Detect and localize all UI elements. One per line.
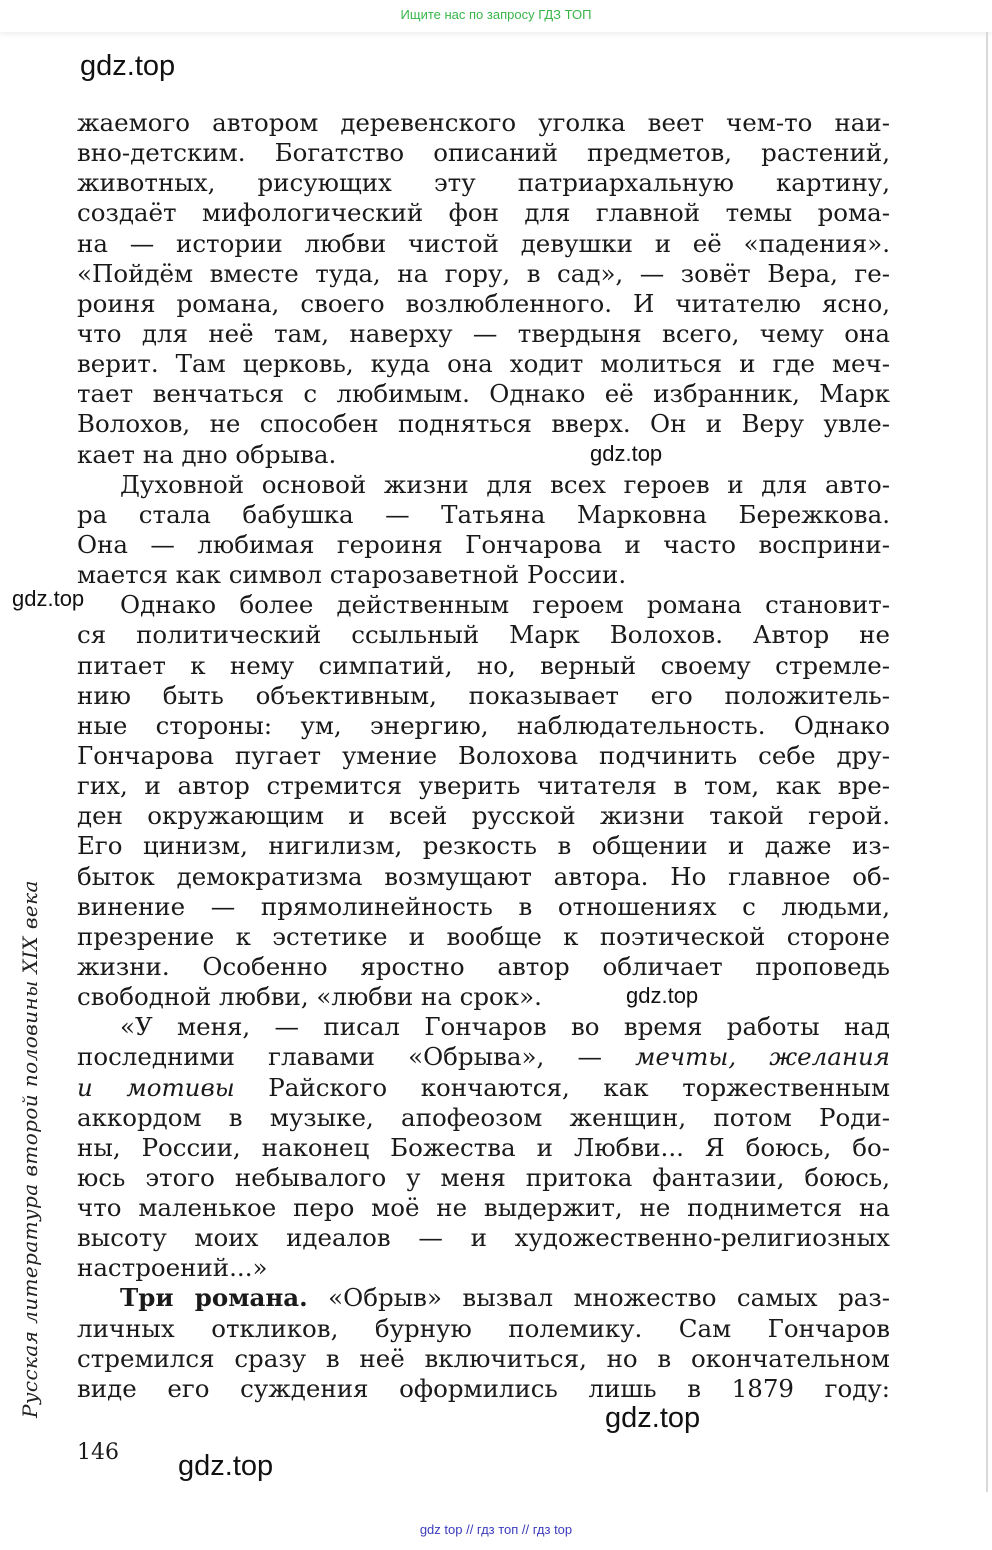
text-line: Духовной основой жизни для всех героев и для авто- (120, 469, 890, 499)
text-line: Его цинизм, нигилизм, резкость в общении и даже из- (77, 831, 890, 861)
text-line (77, 1283, 890, 1313)
text-line: животных, рисующих эту патриархальную картину, (77, 168, 890, 198)
text-line: на — истории любви чистой девушки и её «падения». (77, 228, 890, 258)
text-line: верит. Там церковь, куда она ходит молиться и где меч- (77, 349, 890, 379)
banner-text[interactable]: Ищите нас по запросу ГДЗ ТОП (400, 7, 592, 22)
text-line: питает к нему симпатий, но, верный своему стремле- (77, 650, 890, 680)
text-line: создаёт мифологический фон для главной темы рома- (77, 198, 890, 228)
text-line: «У меня, — писал Гончаров во время работы над (120, 1012, 890, 1042)
italic-run: и мотивы (77, 1072, 235, 1102)
text-line: жаемого автором деревенского уголка веет чем-то наи- (77, 108, 890, 137)
text-line: быток демократизма возмущают автора. Но главное об- (77, 861, 890, 891)
text-run: «Обрыв» вызвал множество самых раз- (307, 1283, 890, 1313)
text-line: вно-детским. Богатство описаний предметов, растений, (77, 138, 890, 168)
text-line: юсь этого небывалого у меня притока фантазии, боюсь, (77, 1162, 890, 1192)
italic-run: мечты, желания (635, 1042, 891, 1072)
text-line (77, 1042, 890, 1072)
text-line: «Пойдём вместе туда, на гору, в сад», — зовёт Вера, ге- (77, 258, 890, 288)
watermark-c: gdz.top (626, 983, 699, 1008)
text-line: мается как символ старозаветной России. (77, 560, 627, 590)
text-line: ден окружающим и всей русской жизни такой герой. (77, 801, 890, 831)
running-section-title: Русская литература второй половины XIX века (18, 880, 42, 1418)
text-line: кает на дно обрыва. (77, 439, 337, 469)
text-line: презрение к эстетике и вообще к поэтической стороне (77, 921, 890, 951)
text-line (77, 1073, 890, 1103)
top-banner (0, 0, 992, 32)
text-line: жизни. Особенно яростно автор обличает проповедь (77, 951, 890, 981)
text-line: тает венчаться с любимым. Однако её избранник, Марк (77, 379, 890, 409)
section-heading: Три романа. (120, 1283, 308, 1313)
text-line: что для неё там, наверху — твердыня всего, чему она (77, 318, 890, 348)
watermark-top: gdz.top (80, 50, 176, 82)
text-line: свободной любви, «любви на срок». (77, 982, 542, 1012)
watermark-e: gdz.top (178, 1450, 274, 1482)
text-line: Однако более действенным героем романа становит- (120, 590, 890, 620)
text-line: аккордом в музыке, апофеозом женщин, потом Роди- (77, 1102, 890, 1132)
text-line: стремился сразу в неё включиться, но в окончательном (77, 1343, 890, 1373)
text-line: ные стороны: ум, энергию, наблюдательность. Однако (77, 710, 890, 740)
footer-links[interactable]: gdz top // гдз топ // гдз top (419, 1522, 573, 1537)
text-run: последними главами «Обрыва», — (77, 1042, 636, 1072)
text-run: Райского кончаются, как торжественным (234, 1072, 891, 1102)
watermark-d: gdz.top (605, 1402, 701, 1434)
text-line: высоту моих идеалов — и художественно-религиозных (77, 1223, 890, 1253)
text-line: Гончарова пугает умение Волохова подчинить себе дру- (77, 740, 890, 770)
text-line: настроений...» (77, 1253, 268, 1283)
page-edge-divider (986, 32, 988, 1492)
text-line: ны, России, наконец Божества и Любви... Я боюсь, бо- (77, 1132, 890, 1162)
watermark-a: gdz.top (590, 441, 663, 466)
text-line: виде его суждения оформились лишь в 1879 году: (77, 1373, 890, 1403)
text-line: роиня романа, своего возлюбленного. И читателю ясно, (77, 288, 890, 318)
text-line: ра стала бабушка — Татьяна Марковна Бережкова. (77, 499, 890, 529)
text-line: Волохов, не способен подняться вверх. Он и Веру увле- (77, 409, 890, 439)
page-number: 146 (77, 1440, 119, 1465)
watermark-b: gdz.top (12, 586, 85, 611)
text-line: нию быть объективным, показывает его положитель- (77, 680, 890, 710)
text-line: ся политический ссыльный Марк Волохов. Автор не (77, 620, 890, 650)
text-line: винение — прямолинейность в отношениях с людьми, (77, 891, 890, 921)
body-text (77, 108, 890, 1404)
text-line: Она — любимая героиня Гончарова и часто восприни- (77, 529, 890, 559)
text-line: гих, и автор стремится уверить читателя в том, как вре- (77, 771, 890, 801)
text-line: что маленькое перо моё не выдержит, не поднимется на (77, 1193, 890, 1223)
text-line: личных откликов, бурную полемику. Сам Гончаров (77, 1313, 890, 1343)
